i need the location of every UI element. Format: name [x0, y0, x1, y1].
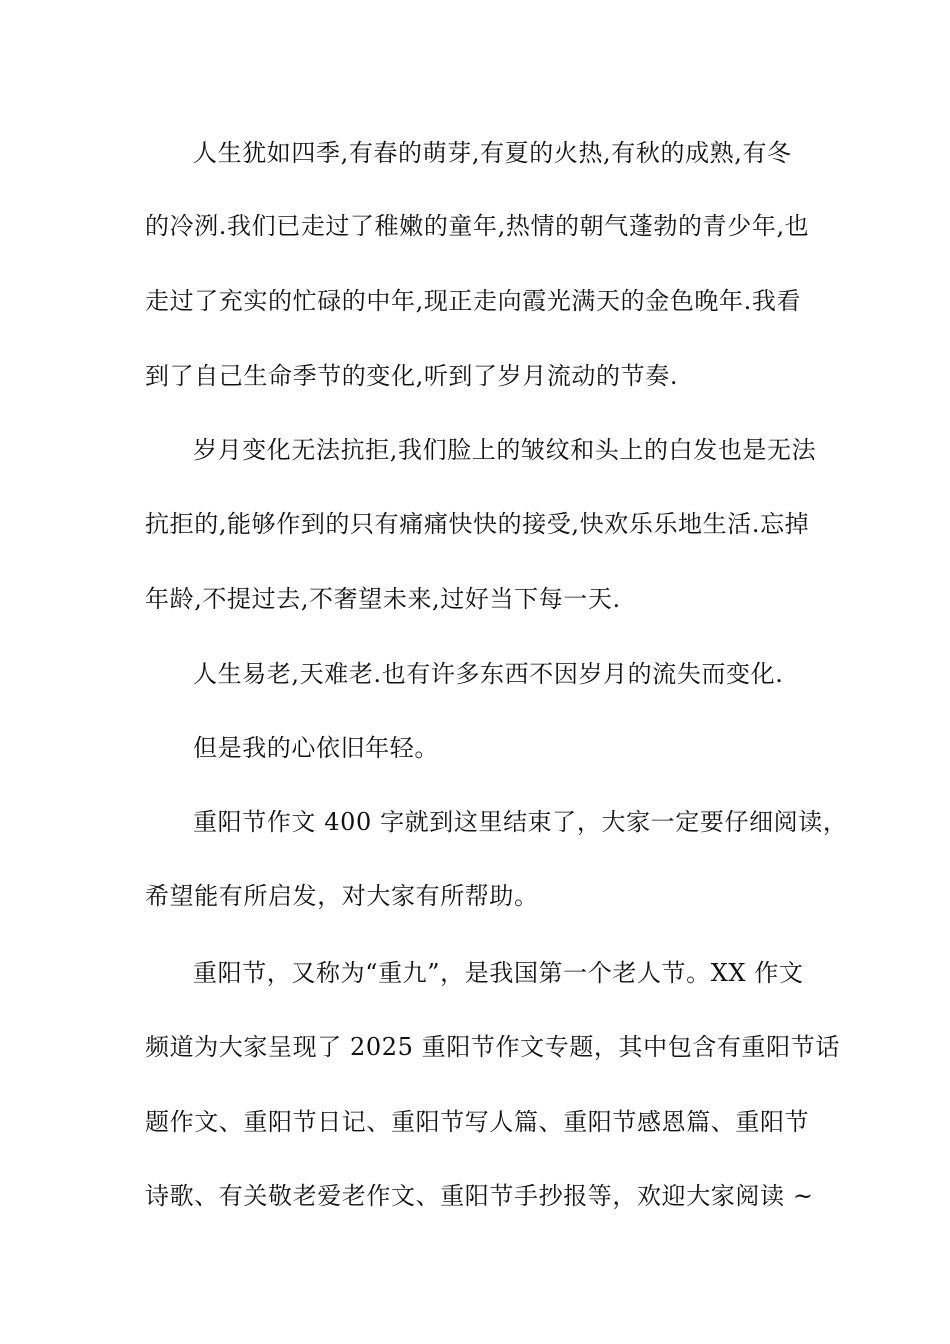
text-line: 走过了充实的忙碌的中年,现正走向霞光满天的金色晚年.我看 — [145, 287, 802, 315]
text-line: 希望能有所启发，对大家有所帮助。 — [145, 882, 539, 910]
text-line: 抗拒的,能够作到的只有痛痛快快的接受,快欢乐乐地生活.忘掉 — [145, 510, 810, 538]
text-line: 但是我的心依旧年轻。 — [193, 734, 439, 762]
text-line: 频道为大家呈现了 2025 重阳节作文专题，其中包含有重阳节话 — [145, 1033, 840, 1061]
text-line: 岁月变化无法抗拒,我们脸上的皱纹和头上的白发也是无法 — [193, 436, 817, 464]
text-line: 重阳节，又称为“重九”，是我国第一个老人节。XX 作文 — [193, 959, 804, 987]
text-line: 的冷洌.我们已走过了稚嫩的童年,热情的朝气蓬勃的青少年,也 — [145, 212, 810, 240]
text-line: 人生易老,天难老.也有许多东西不因岁月的流失而变化. — [193, 660, 784, 688]
text-line: 诗歌、有关敬老爱老作文、重阳节手抄报等，欢迎大家阅读 ~ — [145, 1182, 814, 1210]
text-line: 重阳节作文 400 字就到这里结束了，大家一定要仔细阅读， — [193, 808, 848, 836]
text-line: 到了自己生命季节的变化,听到了岁月流动的节奏. — [145, 362, 679, 390]
text-line: 题作文、重阳节日记、重阳节写人篇、重阳节感恩篇、重阳节 — [145, 1108, 810, 1136]
text-line: 年龄,不提过去,不奢望未来,过好当下每一天. — [145, 585, 621, 613]
text-line: 人生犹如四季,有春的萌芽,有夏的火热,有秋的成熟,有冬 — [193, 139, 792, 167]
